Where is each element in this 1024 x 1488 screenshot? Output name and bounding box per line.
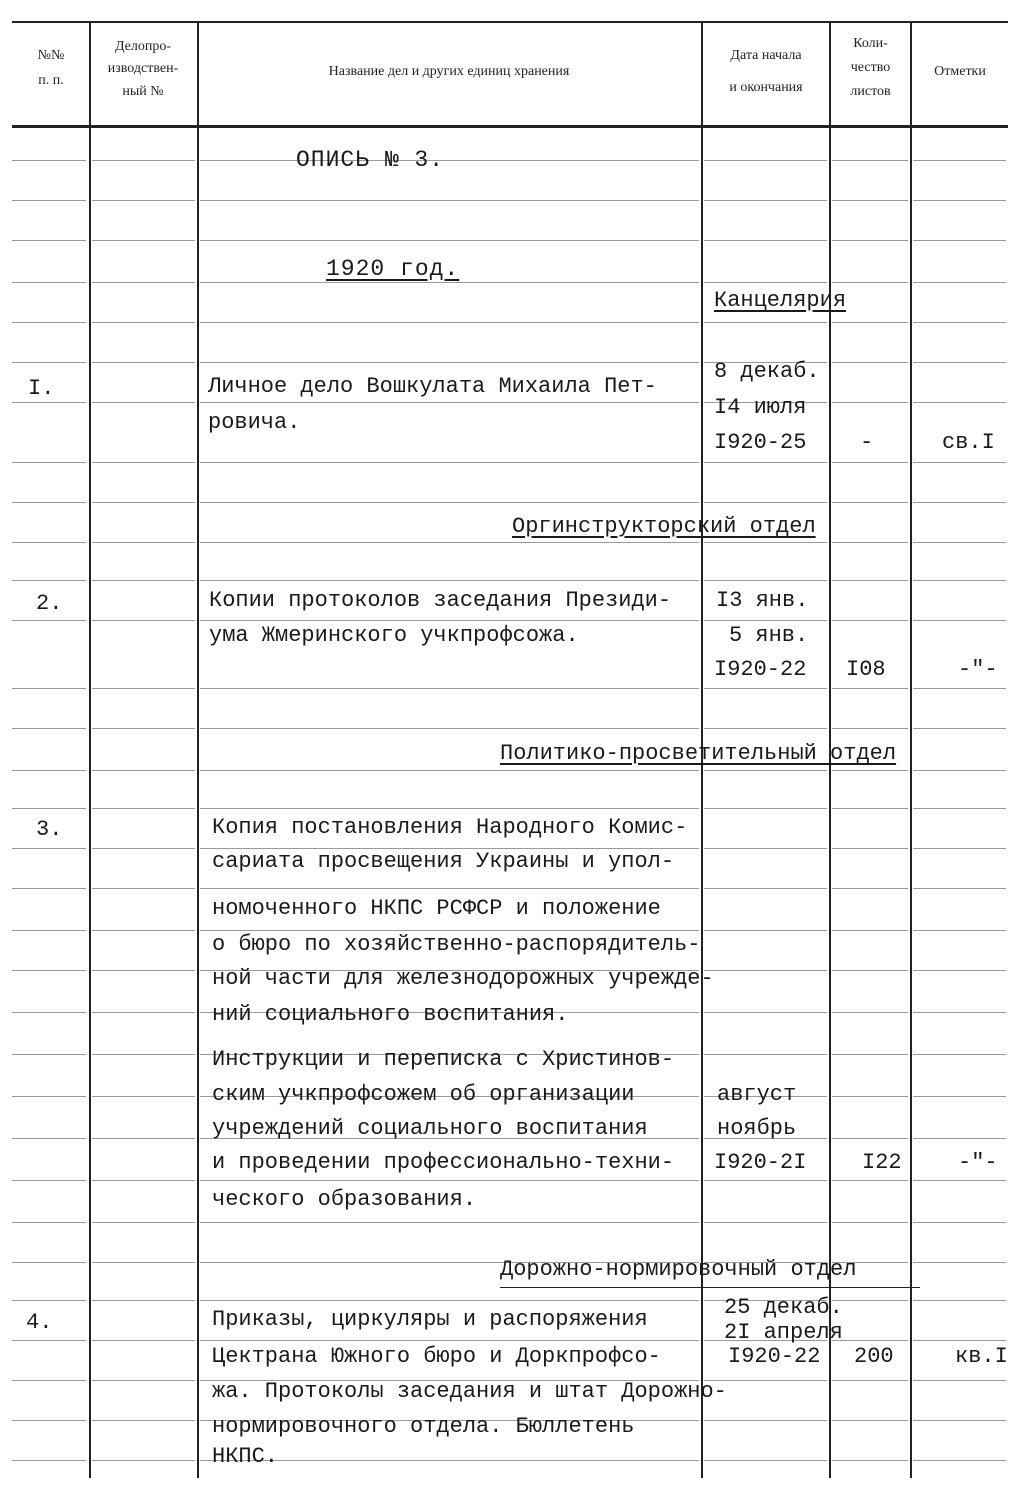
ruled-line — [12, 888, 86, 889]
ruled-line — [913, 688, 1006, 689]
ruled-line — [704, 1054, 827, 1055]
ruled-line — [92, 1222, 195, 1223]
header-sheets — [831, 32, 910, 103]
ruled-line — [92, 322, 195, 323]
ruled-line — [200, 728, 699, 729]
ruled-line — [704, 728, 827, 729]
ruled-line — [92, 970, 195, 971]
ruled-line — [12, 848, 86, 849]
ruled-line — [913, 1012, 1006, 1013]
ruled-line — [200, 282, 699, 283]
ruled-line — [12, 1138, 86, 1139]
ruled-line — [12, 1300, 86, 1301]
ruled-line — [92, 1054, 195, 1055]
ruled-line — [12, 240, 86, 241]
ruled-line — [832, 542, 908, 543]
ruled-line — [92, 770, 195, 771]
ruled-line — [913, 322, 1006, 323]
ruled-line — [913, 1460, 1006, 1461]
ruled-line — [92, 462, 195, 463]
section-heading-organizational: Оргинструкторский отдел — [512, 514, 816, 539]
ruled-line — [200, 462, 699, 463]
ruled-line — [12, 970, 86, 971]
ruled-line — [913, 1420, 1006, 1421]
ruled-line — [832, 620, 908, 621]
item-1-years: I920-25 — [714, 430, 807, 455]
ruled-line — [92, 200, 195, 201]
ruled-line — [200, 1300, 699, 1301]
ruled-line — [200, 688, 699, 689]
ruled-line — [200, 362, 699, 363]
ruled-line — [832, 728, 908, 729]
ruled-line — [913, 502, 1006, 503]
ruled-line — [913, 930, 1006, 931]
ruled-line — [832, 770, 908, 771]
ruled-line — [92, 1420, 195, 1421]
ruled-line — [832, 1180, 908, 1181]
ruled-line — [12, 402, 86, 403]
ruled-line — [704, 542, 827, 543]
header-sheets-line3: листов — [850, 83, 891, 99]
ruled-line — [913, 888, 1006, 889]
ruled-line — [92, 728, 195, 729]
ruled-line — [92, 542, 195, 543]
ruled-line — [832, 322, 908, 323]
item-4-notes: кв.I — [955, 1344, 1008, 1369]
column-divider-5 — [910, 22, 912, 1478]
header-office-line3: ный № — [122, 83, 164, 99]
ruled-line — [92, 1300, 195, 1301]
ruled-line — [200, 580, 699, 581]
ruled-line — [913, 808, 1006, 809]
item-2-date-start: I3 янв. — [716, 588, 809, 613]
ruled-line — [913, 1138, 1006, 1139]
item-3-line-2: сариата просвещения Украины и упол- — [212, 849, 675, 874]
ruled-line — [832, 282, 908, 283]
item-4-sheets: 200 — [854, 1344, 894, 1369]
item-3-number: 3. — [36, 817, 63, 842]
ruled-line — [704, 322, 827, 323]
item-3-years: I920-2I — [714, 1150, 807, 1175]
ruled-line — [913, 770, 1006, 771]
ruled-line — [704, 1460, 827, 1461]
ruled-line — [913, 1262, 1006, 1263]
ruled-line — [92, 930, 195, 931]
ruled-line — [12, 322, 86, 323]
item-3-line-4: о бюро по хозяйственно-распорядитель- — [212, 932, 701, 957]
header-dates-line2: и окончания — [729, 80, 803, 96]
item-4-line-5: НКПС. — [212, 1444, 279, 1469]
ruled-line — [832, 1300, 908, 1301]
item-3-notes: -"- — [958, 1150, 998, 1175]
ruled-line — [913, 240, 1006, 241]
item-2-date-end: 5 янв. — [729, 623, 809, 648]
ruled-line — [704, 502, 827, 503]
ruled-line — [913, 282, 1006, 283]
header-notes — [912, 60, 1008, 85]
ruled-line — [704, 808, 827, 809]
header-dates — [703, 40, 829, 104]
ruled-line — [92, 1096, 195, 1097]
ruled-line — [200, 808, 699, 809]
ruled-line — [200, 402, 699, 403]
ruled-line — [913, 160, 1006, 161]
ruled-line — [92, 240, 195, 241]
ruled-line — [704, 1420, 827, 1421]
ruled-line — [832, 1096, 908, 1097]
ruled-line — [704, 888, 827, 889]
item-1-line-2: ровича. — [208, 410, 301, 435]
header-sheets-line1: Коли- — [853, 36, 888, 51]
section-4-underline — [500, 1287, 920, 1288]
item-4-line-3: жа. Протоколы заседания и штат Дорожно- — [212, 1379, 727, 1404]
ruled-line — [92, 1380, 195, 1381]
header-number — [14, 44, 88, 93]
item-3-line-10: и проведении профессионально-техни- — [212, 1150, 675, 1175]
ruled-line — [913, 1054, 1006, 1055]
header-notes-text: Отметки — [934, 64, 986, 79]
ruled-line — [200, 1180, 699, 1181]
ruled-line — [913, 1096, 1006, 1097]
ruled-line — [913, 970, 1006, 971]
ruled-line — [92, 282, 195, 283]
ruled-line — [704, 688, 827, 689]
ruled-line — [704, 1222, 827, 1223]
section-heading-rate-setting: Дорожно-нормировочный отдел — [500, 1257, 857, 1282]
ruled-line — [913, 1180, 1006, 1181]
ruled-line — [913, 542, 1006, 543]
header-number-line2: п. п. — [38, 72, 64, 88]
header-title — [199, 60, 699, 85]
ruled-line — [92, 1460, 195, 1461]
ruled-line — [12, 1340, 86, 1341]
ruled-line — [200, 160, 699, 161]
ruled-line — [12, 770, 86, 771]
ruled-line — [704, 930, 827, 931]
item-3-date-start: август — [717, 1082, 797, 1107]
ruled-line — [92, 1138, 195, 1139]
item-2-line-1: Копии протоколов заседания Президи- — [209, 588, 672, 613]
ruled-line — [913, 728, 1006, 729]
ruled-line — [832, 160, 908, 161]
ruled-line — [12, 462, 86, 463]
section-heading-educational: Политико-просветительный отдел — [500, 741, 897, 766]
ruled-line — [92, 1012, 195, 1013]
item-1-line-1: Личное дело Вошкулата Михаила Пет- — [208, 374, 657, 399]
ruled-line — [92, 160, 195, 161]
item-1-date-start: 8 декаб. — [714, 359, 820, 384]
inventory-title: ОПИСЬ № 3. — [296, 147, 445, 173]
ruled-line — [200, 542, 699, 543]
item-2-sheets: I08 — [846, 657, 886, 682]
ruled-line — [913, 200, 1006, 201]
ruled-line — [200, 930, 699, 931]
ruled-line — [704, 240, 827, 241]
ruled-line — [92, 402, 195, 403]
ruled-line — [832, 362, 908, 363]
ruled-line — [832, 240, 908, 241]
ruled-line — [200, 888, 699, 889]
ruled-line — [12, 160, 86, 161]
ruled-line — [200, 322, 699, 323]
item-3-line-5: ной части для железнодорожных учреждe- — [212, 966, 714, 991]
ruled-line — [913, 1380, 1006, 1381]
ruled-line — [832, 1012, 908, 1013]
ruled-line — [913, 402, 1006, 403]
ruled-line — [92, 888, 195, 889]
header-bottom-rule — [12, 125, 1008, 128]
ruled-line — [913, 1222, 1006, 1223]
ruled-line — [913, 620, 1006, 621]
item-3-line-11: ческого образования. — [212, 1187, 477, 1212]
ruled-line — [704, 620, 827, 621]
ruled-line — [12, 542, 86, 543]
ruled-line — [92, 362, 195, 363]
item-2-line-2: ума Жмеринского учкпрофсожа. — [209, 623, 579, 648]
ruled-line — [200, 770, 699, 771]
ruled-line — [832, 1222, 908, 1223]
item-4-date-start: 25 декаб. — [724, 1295, 843, 1320]
item-1-date-end: I4 июля — [714, 395, 807, 420]
ruled-line — [832, 848, 908, 849]
item-3-line-7: Инструкции и переписка с Христинов- — [212, 1047, 675, 1072]
item-2-notes: -"- — [958, 657, 998, 682]
header-number-line1: №№ — [37, 48, 65, 63]
item-1-number: I. — [28, 376, 55, 401]
header-top-rule — [12, 21, 1008, 23]
ruled-line — [913, 362, 1006, 363]
ruled-line — [913, 580, 1006, 581]
ruled-line — [832, 930, 908, 931]
ruled-line — [12, 362, 86, 363]
ruled-line — [200, 200, 699, 201]
item-4-years: I920-22 — [728, 1344, 821, 1369]
item-3-line-3: номоченного НКПС РСФСР и положение — [212, 896, 661, 921]
ruled-line — [92, 688, 195, 689]
header-office-line1: Делопро- — [114, 39, 172, 54]
ruled-line — [92, 1262, 195, 1263]
ruled-line — [704, 282, 827, 283]
ruled-line — [704, 160, 827, 161]
ruled-line — [12, 1420, 86, 1421]
ruled-line — [832, 808, 908, 809]
ruled-line — [832, 200, 908, 201]
column-divider-1 — [89, 22, 91, 1478]
header-office-line2: изводствен- — [107, 61, 179, 77]
ruled-line — [704, 770, 827, 771]
ruled-line — [12, 200, 86, 201]
ruled-line — [832, 580, 908, 581]
ruled-line — [12, 1054, 86, 1055]
ruled-line — [200, 240, 699, 241]
year-heading: 1920 год. — [326, 256, 460, 282]
ruled-line — [832, 462, 908, 463]
item-4-date-end: 2I апреля — [724, 1320, 843, 1345]
ruled-line — [704, 970, 827, 971]
section-heading-chancellery: Канцелярия — [714, 288, 847, 313]
ruled-line — [12, 930, 86, 931]
ruled-line — [12, 1096, 86, 1097]
ruled-line — [12, 1262, 86, 1263]
ruled-line — [12, 620, 86, 621]
ruled-line — [200, 1222, 699, 1223]
ruled-line — [12, 1380, 86, 1381]
header-sheets-line2: чество — [850, 59, 891, 75]
ruled-line — [92, 580, 195, 581]
ruled-line — [12, 808, 86, 809]
ruled-line — [12, 1012, 86, 1013]
item-3-sheets: I22 — [862, 1150, 902, 1175]
ruled-line — [12, 580, 86, 581]
ruled-line — [913, 848, 1006, 849]
ruled-line — [832, 688, 908, 689]
ruled-line — [92, 848, 195, 849]
column-divider-2 — [197, 22, 199, 1478]
ruled-line — [704, 848, 827, 849]
item-1-sheets: - — [860, 430, 874, 455]
ruled-line — [832, 1054, 908, 1055]
ruled-line — [92, 620, 195, 621]
ruled-line — [200, 1340, 699, 1341]
ruled-line — [12, 688, 86, 689]
ruled-line — [12, 502, 86, 503]
ruled-line — [913, 1340, 1006, 1341]
ruled-line — [832, 970, 908, 971]
item-4-number: 4. — [26, 1310, 53, 1335]
item-4-line-4: нормировочного отдела. Бюллетень — [212, 1414, 635, 1439]
ruled-line — [12, 1222, 86, 1223]
ruled-line — [704, 1180, 827, 1181]
ruled-line — [92, 808, 195, 809]
ruled-line — [913, 1300, 1006, 1301]
ruled-line — [12, 1180, 86, 1181]
ruled-line — [92, 502, 195, 503]
ruled-line — [12, 1460, 86, 1461]
item-3-date-end: ноябрь — [717, 1116, 797, 1141]
ruled-line — [704, 1012, 827, 1013]
item-3-line-1: Копия постановления Народного Комис- — [212, 815, 688, 840]
item-3-line-8: ским учкпрофсожем об организации — [212, 1082, 635, 1107]
item-4-line-1: Приказы, циркуляры и распоряжения — [212, 1307, 648, 1332]
item-1-notes: св.I — [942, 430, 995, 455]
ruled-line — [832, 888, 908, 889]
ruled-line — [92, 1340, 195, 1341]
ruled-line — [832, 402, 908, 403]
item-2-years: I920-22 — [714, 657, 807, 682]
item-3-line-9: учреждений социального воспитания — [212, 1116, 648, 1141]
header-dates-line1: Дата начала — [730, 48, 802, 63]
header-office-number — [91, 36, 195, 103]
ruled-line — [92, 1180, 195, 1181]
ruled-line — [832, 502, 908, 503]
ruled-line — [913, 462, 1006, 463]
ruled-line — [12, 728, 86, 729]
header-title-text: Название дел и других единиц хранения — [328, 64, 570, 79]
ruled-line — [704, 200, 827, 201]
item-4-line-2: Цектрана Южного бюро и Доркпрофсо- — [212, 1344, 661, 1369]
item-3-line-6: ний социального воспитания. — [212, 1002, 569, 1027]
ruled-line — [12, 282, 86, 283]
ruled-line — [704, 580, 827, 581]
ruled-line — [704, 462, 827, 463]
item-2-number: 2. — [36, 591, 63, 616]
ruled-line — [832, 1460, 908, 1461]
ruled-line — [200, 502, 699, 503]
ruled-line — [832, 1340, 908, 1341]
ruled-line — [200, 620, 699, 621]
ruled-line — [832, 1138, 908, 1139]
ruled-line — [832, 1420, 908, 1421]
ruled-line — [832, 1380, 908, 1381]
